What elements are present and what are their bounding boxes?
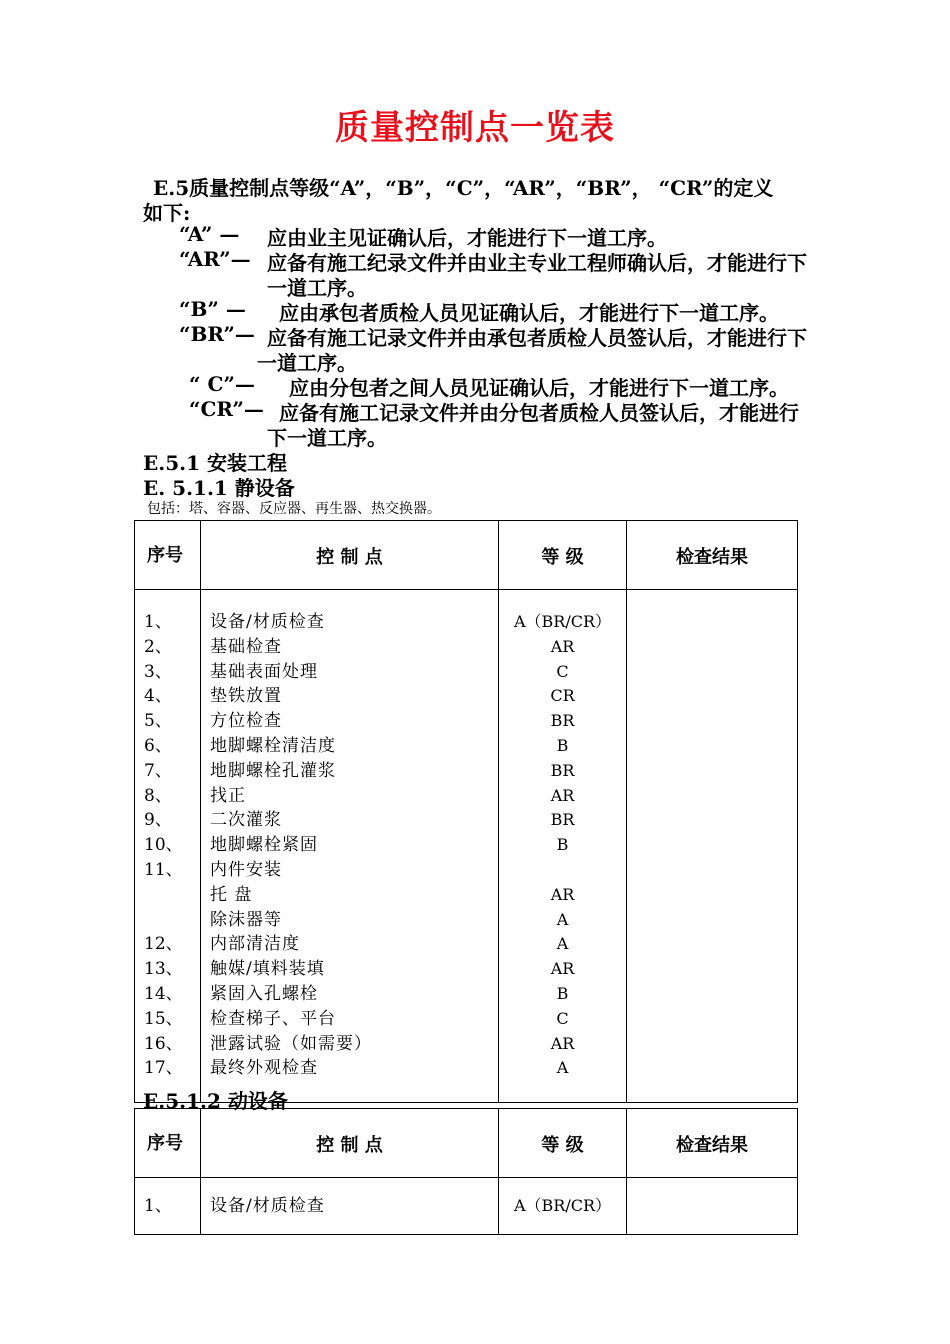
- static-equipment-table: [134, 520, 798, 1103]
- definition-text-br-cont: 一道工序。: [257, 351, 357, 375]
- row-number: [135, 908, 200, 933]
- control-point-item: 地脚螺栓紧固: [210, 835, 318, 856]
- control-point-item: 泄露试验（如需要）: [210, 1033, 372, 1054]
- control-point-column: [201, 610, 498, 1081]
- grade-value: A: [556, 909, 569, 929]
- row-number: 3、: [144, 661, 172, 682]
- definition-text-ar: 应备有施工纪录文件并由业主专业工程师确认后，才能进行下: [267, 251, 807, 275]
- definition-code-b: “B” —: [179, 297, 246, 321]
- row-number: 2、: [144, 636, 172, 657]
- row-number: 11、: [144, 859, 183, 880]
- table-body-row: [135, 590, 798, 1103]
- definition-text-ar-cont: 一道工序。: [267, 276, 367, 300]
- definition-text-cr: 应备有施工记录文件并由分包者质检人员签认后，才能进行: [279, 401, 799, 425]
- control-point-item: 二次灌浆: [210, 810, 282, 831]
- definition-intro: E.5质量控制点等级“A”，“B”，“C”，“AR”，“BR”， “CR”的定义: [153, 176, 774, 200]
- control-point-item: 地脚螺栓清洁度: [210, 735, 336, 756]
- result-column: [627, 590, 798, 1103]
- grade-value: A（BR/CR）: [513, 1196, 612, 1215]
- grade-value: AR: [550, 1033, 575, 1053]
- row-number: 14、: [144, 983, 183, 1004]
- header-result: 检查结果: [676, 547, 748, 568]
- row-number: 17、: [144, 1058, 183, 1079]
- grade-value: A: [556, 1058, 569, 1078]
- grade-value: AR: [550, 785, 575, 805]
- table-header-row: [135, 1109, 798, 1178]
- header-control-point: 控 制 点: [316, 547, 383, 568]
- grade-column: [499, 1194, 626, 1219]
- row-number-column: [135, 610, 200, 1081]
- row-number: 13、: [144, 959, 183, 980]
- section-heading-e511: E. 5.1.1 静设备: [143, 476, 295, 500]
- control-point-item: 除沫器等: [210, 909, 282, 930]
- control-point-item: 基础表面处理: [210, 661, 318, 682]
- page-title: 质量控制点一览表: [335, 108, 615, 148]
- grade-value: BR: [550, 810, 575, 830]
- control-point-item: 找正: [210, 785, 246, 806]
- definition-intro-cont: 如下:: [143, 201, 191, 225]
- grade-value: C: [556, 661, 569, 681]
- control-point-item: 托 盘: [210, 884, 253, 905]
- definition-code-br: “BR”—: [179, 322, 255, 346]
- row-number: 9、: [144, 810, 172, 831]
- row-number: [135, 883, 200, 908]
- definition-text-b: 应由承包者质检人员见证确认后，才能进行下一道工序。: [279, 301, 779, 325]
- row-number: 8、: [144, 785, 172, 806]
- grade-value: AR: [550, 884, 575, 904]
- control-point-item: 方位检查: [210, 711, 282, 732]
- grade-value: BR: [550, 760, 575, 780]
- grade-column: [499, 610, 626, 1081]
- control-point-item: 最终外观检查: [210, 1058, 318, 1079]
- grade-value: A（BR/CR）: [513, 612, 612, 631]
- header-control-point: 控 制 点: [316, 1135, 383, 1156]
- row-number: 12、: [144, 934, 183, 955]
- row-number: 4、: [144, 686, 172, 707]
- control-point-item: 地脚螺栓孔灌浆: [210, 760, 336, 781]
- grade-value: CR: [550, 686, 575, 706]
- row-number: 16、: [144, 1033, 183, 1054]
- definition-code-ar: “AR”—: [179, 247, 251, 271]
- grade-value: B: [556, 983, 569, 1003]
- definition-code-a: “A” —: [179, 222, 240, 246]
- definition-code-c: “ C”—: [189, 372, 255, 396]
- row-number: 15、: [144, 1008, 183, 1029]
- grade-value: C: [556, 1008, 569, 1028]
- definition-text-br: 应备有施工记录文件并由承包者质检人员签认后，才能进行下: [267, 326, 807, 350]
- header-no: 序号: [147, 1133, 183, 1154]
- section-note-e511: 包括：塔、容器、反应器、再生器、热交换器。: [147, 501, 441, 517]
- control-point-item: 触媒/填料装填: [210, 959, 325, 980]
- definition-code-cr: “CR”—: [189, 397, 264, 421]
- control-point-item: 基础检查: [210, 636, 282, 657]
- section-heading-e512: E.5.1.2 动设备: [143, 1089, 288, 1113]
- dynamic-equipment-table: [134, 1108, 798, 1235]
- table-body-row: [135, 1178, 798, 1235]
- row-number: 1、: [144, 612, 172, 632]
- row-number: 10、: [144, 835, 183, 856]
- row-number: 6、: [144, 735, 172, 756]
- grade-value: BR: [550, 711, 575, 731]
- grade-value: A: [556, 934, 569, 954]
- control-point-column: [201, 1194, 498, 1219]
- grade-value: B: [556, 735, 569, 755]
- row-number: 1、: [144, 1196, 172, 1216]
- control-point-item: 设备/材质检查: [210, 612, 325, 632]
- header-result: 检查结果: [676, 1135, 748, 1156]
- table-header-row: [135, 521, 798, 590]
- grade-value: AR: [550, 636, 575, 656]
- control-point-item: 设备/材质检查: [210, 1196, 325, 1216]
- header-grade: 等 级: [541, 1135, 584, 1156]
- grade-value: B: [556, 835, 569, 855]
- row-number: 7、: [144, 760, 172, 781]
- control-point-item: 内部清洁度: [210, 934, 300, 955]
- row-number-column: [135, 1194, 200, 1219]
- section-heading-e51: E.5.1 安装工程: [143, 451, 287, 475]
- grade-value: AR: [550, 959, 575, 979]
- header-grade: 等 级: [541, 547, 584, 568]
- header-no: 序号: [147, 545, 183, 566]
- grade-value: [499, 858, 626, 883]
- control-point-item: 紧固入孔螺栓: [210, 983, 318, 1004]
- control-point-item: 内件安装: [210, 859, 282, 880]
- definition-text-a: 应由业主见证确认后，才能进行下一道工序。: [267, 226, 667, 250]
- control-point-item: 垫铁放置: [210, 686, 282, 707]
- definition-text-c: 应由分包者之间人员见证确认后，才能进行下一道工序。: [289, 376, 789, 400]
- row-number: 5、: [144, 711, 172, 732]
- definition-text-cr-cont: 下一道工序。: [267, 426, 387, 450]
- control-point-item: 检查梯子、平台: [210, 1008, 336, 1029]
- result-column: [627, 1178, 798, 1235]
